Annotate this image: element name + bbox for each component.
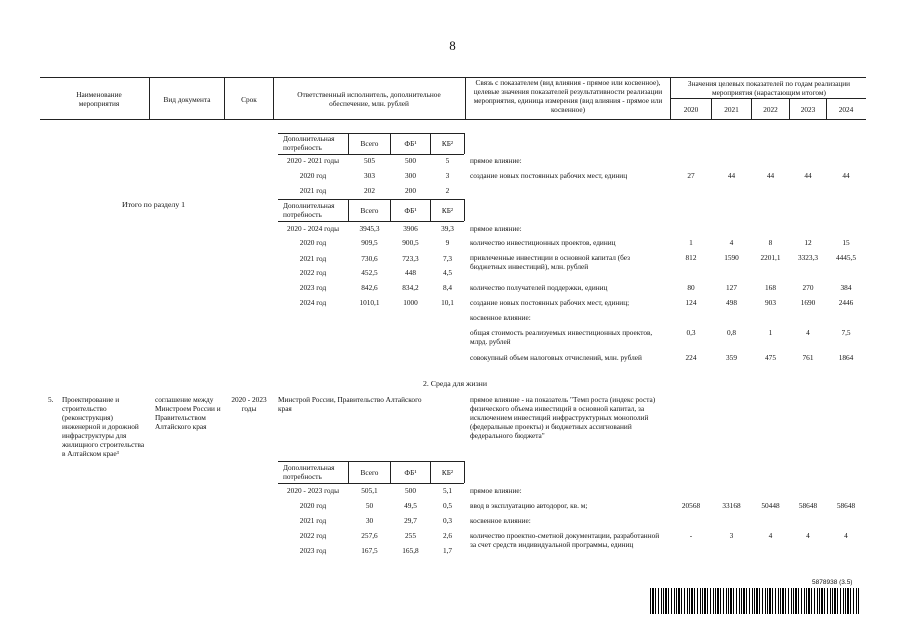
subtable-divider: [464, 133, 465, 154]
indicator-text: совокупный объем налоговых отчислений, млн. рублей: [470, 353, 642, 362]
influence-label: косвенное влияние:: [470, 516, 531, 525]
value-2021: 359: [726, 353, 737, 362]
total-cell: 257,6: [361, 531, 378, 540]
indicator-text: количество получателей поддержки, единиц: [470, 283, 608, 292]
indicator-text: ввод в эксплуатацию автодорог, кв. м;: [470, 501, 588, 510]
indicator-text: привлеченные инвестиции в основной капитал (без бюджетных инвестиций), млн. рублей: [470, 253, 631, 271]
value-2022: 1: [768, 328, 773, 337]
section-total-label: Итого по разделу 1: [122, 200, 186, 209]
value-2021: 498: [726, 298, 737, 307]
value-2021: 0,8: [726, 328, 737, 337]
fb-cell: 3906: [403, 224, 418, 233]
barcode: [650, 588, 860, 614]
value-2023: 3323,3: [797, 253, 819, 262]
total-cell: 303: [364, 171, 375, 180]
value-2024: 384: [840, 283, 852, 292]
period-cell: 2021 год: [299, 254, 327, 263]
value-2020: 0,3: [686, 328, 696, 337]
kb-cell: 39,3: [441, 224, 454, 233]
barcode-number: 5878938 (3.5): [812, 579, 853, 586]
value-2023: 270: [802, 283, 814, 292]
value-2022: 44: [766, 171, 775, 180]
col-divider: [273, 77, 274, 119]
sub-header-fb: ФБ¹: [404, 206, 417, 215]
years-divider: [670, 98, 866, 99]
value-2020: -: [689, 531, 693, 540]
item-responsible: Минстрой России, Правительство Алтайского края: [278, 395, 422, 413]
value-2021: 1590: [724, 253, 739, 262]
kb-cell: 2: [445, 186, 450, 195]
period-cell: 2020 год: [299, 171, 327, 180]
value-2022: 4: [768, 531, 773, 540]
fb-cell: 448: [405, 268, 416, 277]
header-link: Связь с показателем (вид влияния - прямое или косвенное), целевые значения показателей результативности реализации мероприятия, единица измерения (вид влияния - прямое или косвенное): [473, 78, 663, 114]
value-2023: 12: [804, 238, 812, 247]
col-divider: [465, 77, 466, 119]
total-cell: 909,5: [361, 238, 378, 247]
sub-header-kb: КБ²: [441, 206, 454, 215]
value-2023: 44: [804, 171, 812, 180]
header-name: Наименование мероприятия: [76, 90, 122, 108]
fb-cell: 49,5: [404, 501, 417, 510]
kb-cell: 5: [445, 156, 450, 165]
value-2021: 127: [726, 283, 737, 292]
fb-cell: 1000: [403, 298, 418, 307]
value-2020: 80: [687, 283, 695, 292]
fb-cell: 500: [405, 156, 416, 165]
value-2021: 4: [729, 238, 734, 247]
indicator-text: количество проектно-сметной документации, разработанной за счет средств индивидуальной программы, единиц: [470, 531, 660, 549]
year-2020: 2020: [683, 105, 699, 114]
fb-cell: 900,5: [402, 238, 419, 247]
sub-header-fb: ФБ¹: [404, 139, 417, 148]
value-2023: 4: [806, 531, 810, 540]
kb-cell: 9: [445, 238, 450, 247]
sub-header-total: Всего: [360, 139, 379, 148]
year-2023: 2023: [800, 105, 816, 114]
indicator-text: создание новых постоянных рабочих мест, единиц: [470, 171, 628, 180]
kb-cell: 0,5: [442, 501, 453, 510]
fb-cell: 300: [405, 171, 416, 180]
fb-cell: 165,8: [402, 546, 419, 555]
period-cell: 2020 год: [299, 238, 327, 247]
value-2023: 58648: [798, 501, 818, 510]
total-cell: 452,5: [361, 268, 378, 277]
header-bottom-rule: [40, 119, 866, 120]
sub-header-need: Дополнительная потребность: [283, 463, 335, 481]
subtable-rule: [278, 199, 464, 200]
value-2022: 8: [768, 238, 773, 247]
total-cell: 1010,1: [359, 298, 380, 307]
value-2020: 27: [687, 171, 695, 180]
page-number: 8: [449, 38, 456, 53]
fb-cell: 29,7: [404, 516, 417, 525]
sub-header-kb: КБ²: [441, 139, 454, 148]
item-term: 2020 - 2023 годы: [231, 395, 267, 413]
value-2024: 15: [842, 238, 850, 247]
kb-cell: 5,1: [442, 486, 453, 495]
subtable-rule: [278, 221, 464, 222]
period-cell: 2023 год: [299, 546, 327, 555]
subtable-rule: [278, 461, 464, 462]
fb-cell: 255: [405, 531, 416, 540]
influence-label: прямое влияние:: [470, 156, 522, 165]
header-top-rule: [40, 77, 866, 78]
sub-header-need: Дополнительная потребность: [283, 201, 335, 219]
year-2022: 2022: [763, 105, 778, 114]
indicator-text: общая стоимость реализуемых инвестиционных проектов, млрд. рублей: [470, 328, 653, 346]
value-2024: 58648: [836, 501, 856, 510]
period-cell: 2020 - 2024 годы: [287, 224, 339, 233]
period-cell: 2024 год: [299, 298, 327, 307]
fb-cell: 500: [405, 486, 416, 495]
period-cell: 2020 - 2023 годы: [287, 486, 339, 495]
total-cell: 167,5: [361, 546, 378, 555]
value-2020: 224: [685, 353, 697, 362]
value-2024: 2446: [838, 298, 854, 307]
kb-cell: 3: [445, 171, 450, 180]
year-2024: 2024: [838, 105, 854, 114]
total-cell: 730,6: [361, 254, 378, 263]
influence-label: прямое влияние:: [470, 224, 522, 233]
period-cell: 2020 год: [299, 501, 327, 510]
sub-header-total: Всего: [360, 206, 379, 215]
period-cell: 2021 год: [299, 516, 327, 525]
item-name: Проектирование и строительство (реконструкция) инженерной и дорожной инфраструктуры для жилищного строительства в Алтайском крае³: [62, 395, 145, 458]
value-2020: 1: [689, 238, 693, 247]
period-cell: 2023 год: [299, 283, 327, 292]
kb-cell: 7,3: [442, 254, 453, 263]
total-cell: 202: [364, 186, 375, 195]
value-2024: 7,5: [841, 328, 851, 337]
section-title: 2. Среда для жизни: [422, 379, 487, 388]
fb-cell: 723,3: [402, 254, 419, 263]
period-cell: 2021 год: [299, 186, 327, 195]
value-2022: 903: [765, 298, 776, 307]
kb-cell: 2,6: [442, 531, 453, 540]
value-2024: 44: [842, 171, 850, 180]
period-cell: 2022 год: [299, 531, 327, 540]
value-2020: 20568: [681, 501, 701, 510]
value-2023: 1690: [800, 298, 816, 307]
header-term: Срок: [241, 95, 257, 104]
total-cell: 30: [365, 516, 374, 525]
sub-header-total: Всего: [360, 468, 379, 477]
value-2022: 50448: [761, 501, 780, 510]
year-2021: 2021: [724, 105, 739, 114]
value-2024: 4: [844, 531, 848, 540]
subtable-rule: [278, 483, 464, 484]
header-responsible: Ответственный исполнитель, дополнительное обеспечение, млн. рублей: [297, 90, 441, 108]
subtable-divider: [464, 461, 465, 483]
kb-cell: 8,4: [442, 283, 453, 292]
header-targets: Значения целевых показателей по годам реализации мероприятия (нарастающим итогом): [687, 79, 851, 97]
kb-cell: 4,5: [442, 268, 453, 277]
item-link-text: прямое влияние - на показатель "Темп роста (индекс роста) физического объема инвестиций в основной капитал, за исключением инвестиций инфраструктурных монополий (федеральные проекты) и бюджетных ассигнований федерального бюджета": [470, 395, 656, 440]
indicator-text: создание новых постоянных рабочих мест, единиц;: [470, 298, 630, 307]
value-2021: 3: [729, 531, 734, 540]
fb-cell: 834,2: [402, 283, 419, 292]
sub-header-need: Дополнительная потребность: [283, 134, 335, 152]
value-2022: 475: [765, 353, 776, 362]
influence-label: косвенное влияние:: [470, 313, 531, 322]
period-cell: 2022 год: [299, 268, 327, 277]
subtable-divider: [464, 199, 465, 221]
period-cell: 2020 - 2021 годы: [287, 156, 339, 165]
header-doc-type: Вид документа: [163, 95, 211, 104]
kb-cell: 0,3: [442, 516, 453, 525]
total-cell: 3945,3: [359, 224, 380, 233]
sub-header-fb: ФБ¹: [404, 468, 417, 477]
total-cell: 505,1: [361, 486, 378, 495]
total-cell: 842,6: [361, 283, 378, 292]
value-2021: 44: [727, 171, 736, 180]
value-2023: 761: [802, 353, 814, 362]
indicator-text: количество инвестиционных проектов, единиц: [470, 238, 616, 247]
value-2021: 33168: [722, 501, 741, 510]
total-cell: 505: [364, 156, 375, 165]
kb-cell: 10,1: [441, 298, 454, 307]
value-2024: 1864: [838, 353, 854, 362]
kb-cell: 1,7: [442, 546, 453, 555]
subtable-rule: [278, 154, 464, 155]
value-2020: 124: [685, 298, 697, 307]
item-doc-type: соглашение между Минстроем России и Правительством Алтайского края: [155, 395, 221, 431]
value-2022: 2201,1: [760, 253, 781, 262]
sub-header-kb: КБ²: [441, 468, 454, 477]
value-2022: 168: [765, 283, 776, 292]
total-cell: 50: [365, 501, 374, 510]
influence-label: прямое влияние:: [470, 486, 522, 495]
item-number: 5.: [48, 395, 54, 404]
value-2023: 4: [806, 328, 810, 337]
value-2024: 4445,5: [835, 253, 857, 262]
value-2020: 812: [685, 253, 697, 262]
fb-cell: 200: [405, 186, 416, 195]
